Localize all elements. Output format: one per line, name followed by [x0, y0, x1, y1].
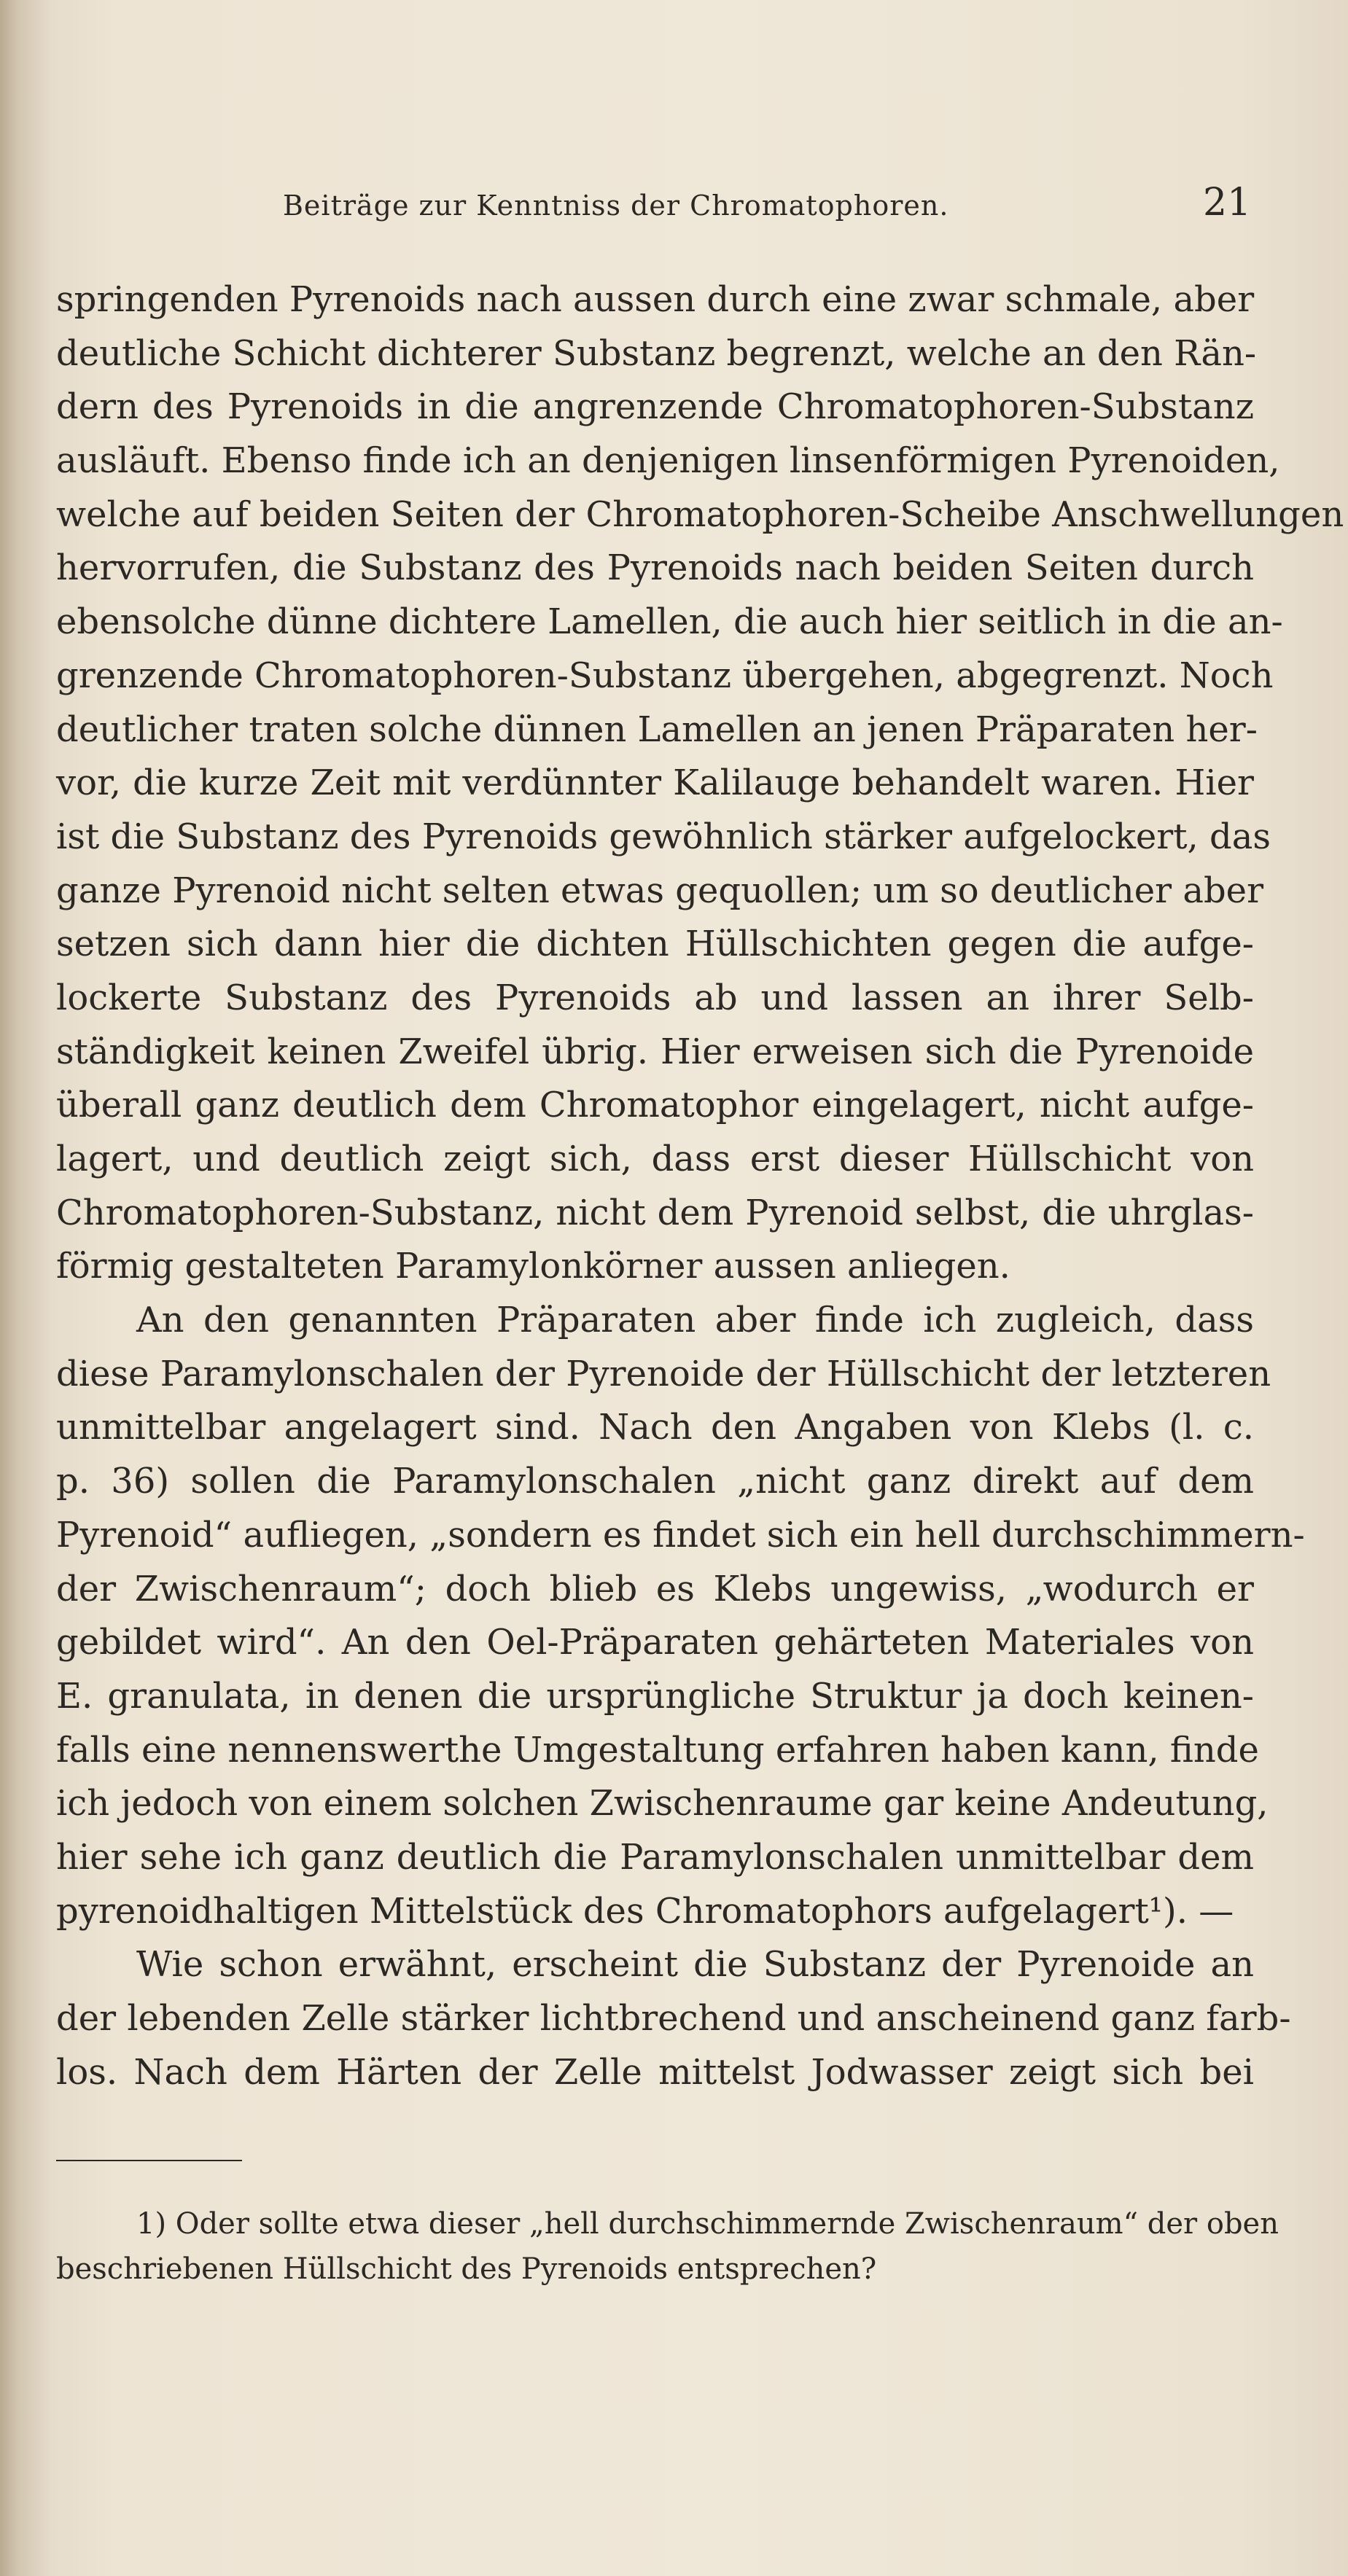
text-line: springenden Pyrenoids nach aussen durch eine zwar schmale, aber: [56, 279, 1255, 320]
text-line: diese Paramylonschalen der Pyrenoide der Hüllschicht der letzteren: [56, 1353, 1271, 1394]
text-line: lagert, und deutlich zeigt sich, dass erst dieser Hüllschicht von: [56, 1139, 1254, 1179]
text-line: ständigkeit keinen Zweifel übrig. Hier erweisen sich die Pyrenoide: [56, 1031, 1254, 1072]
text-line: los. Nach dem Härten der Zelle mittelst Jodwasser zeigt sich bei: [56, 2051, 1254, 2093]
paragraph-start-line: An den genannten Präparaten aber finde ich zugleich, dass: [136, 1300, 1254, 1341]
text-line: hier sehe ich ganz deutlich die Paramylonschalen unmittelbar dem: [56, 1836, 1254, 1878]
footnote-line: 1) Oder sollte etwa dieser „hell durchschimmernde Zwischenraum“ der oben: [136, 2207, 1279, 2241]
text-line: p. 36) sollen die Paramylonschalen „nicht ganz direkt auf dem: [56, 1461, 1254, 1502]
text-line: ausläuft. Ebenso finde ich an denjenigen linsenförmigen Pyrenoiden,: [56, 440, 1280, 482]
text-line: der lebenden Zelle stärker lichtbrechend und anscheinend ganz farb-: [56, 1998, 1291, 2039]
text-line: Pyrenoid“ aufliegen, „sondern es findet sich ein hell durchschimmern-: [56, 1514, 1305, 1556]
text-line: deutliche Schicht dichterer Substanz begrenzt, welche an den Rän-: [56, 332, 1257, 374]
text-line: dern des Pyrenoids in die angrenzende Chromatophoren-Substanz: [56, 386, 1254, 428]
running-title: Beiträge zur Kenntniss der Chromatophoren.: [283, 190, 949, 222]
text-line: ist die Substanz des Pyrenoids gewöhnlich stärker aufgelockert, das: [56, 816, 1271, 857]
running-head: [0, 181, 1348, 239]
text-line: überall ganz deutlich dem Chromatophor eingelagert, nicht aufge-: [56, 1085, 1254, 1126]
text-line: pyrenoidhaltigen Mittelstück des Chromatophors aufgelagert¹). —: [56, 1890, 1234, 1932]
text-line: falls eine nennenswerthe Umgestaltung erfahren haben kann, finde: [56, 1729, 1259, 1771]
body-text: [56, 273, 1344, 2099]
footnote-line: beschriebenen Hüllschicht des Pyrenoids entsprechen?: [56, 2252, 877, 2286]
text-line: förmig gestalteten Paramylonkörner aussen anliegen.: [56, 1246, 1010, 1287]
text-line: vor, die kurze Zeit mit verdünnter Kalilauge behandelt waren. Hier: [56, 762, 1254, 804]
text-line: lockerte Substanz des Pyrenoids ab und lassen an ihrer Selb-: [56, 977, 1254, 1018]
page-number: 21: [1203, 181, 1252, 225]
footnote: [56, 2201, 1279, 2292]
text-line: hervorrufen, die Substanz des Pyrenoids nach beiden Seiten durch: [56, 547, 1254, 589]
text-line: unmittelbar angelagert sind. Nach den Angaben von Klebs (l. c.: [56, 1407, 1254, 1448]
text-line: welche auf beiden Seiten der Chromatophoren-Scheibe Anschwellungen: [56, 493, 1344, 535]
paragraph-start-line: Wie schon erwähnt, erscheint die Substanz der Pyrenoide an: [136, 1944, 1254, 1986]
text-line: ich jedoch von einem solchen Zwischenraume gar keine Andeutung,: [56, 1783, 1269, 1824]
text-line: der Zwischenraum“; doch blieb es Klebs ungewiss, „wodurch er: [56, 1568, 1254, 1609]
text-line: deutlicher traten solche dünnen Lamellen an jenen Präparaten her-: [56, 709, 1258, 750]
footnote-divider: [56, 2160, 242, 2161]
text-line: E. granulata, in denen die ursprüngliche Struktur ja doch keinen-: [56, 1675, 1254, 1717]
text-line: Chromatophoren-Substanz, nicht dem Pyrenoid selbst, die uhrglas-: [56, 1192, 1254, 1233]
text-line: setzen sich dann hier die dichten Hüllschichten gegen die aufge-: [56, 924, 1254, 965]
text-line: gebildet wird“. An den Oel-Präparaten gehärteten Materiales von: [56, 1622, 1254, 1663]
text-line: ebensolche dünne dichtere Lamellen, die auch hier seitlich in die an-: [56, 601, 1283, 643]
text-line: grenzende Chromatophoren-Substanz übergehen, abgegrenzt. Noch: [56, 655, 1274, 696]
text-line: ganze Pyrenoid nicht selten etwas gequollen; um so deutlicher aber: [56, 870, 1264, 911]
